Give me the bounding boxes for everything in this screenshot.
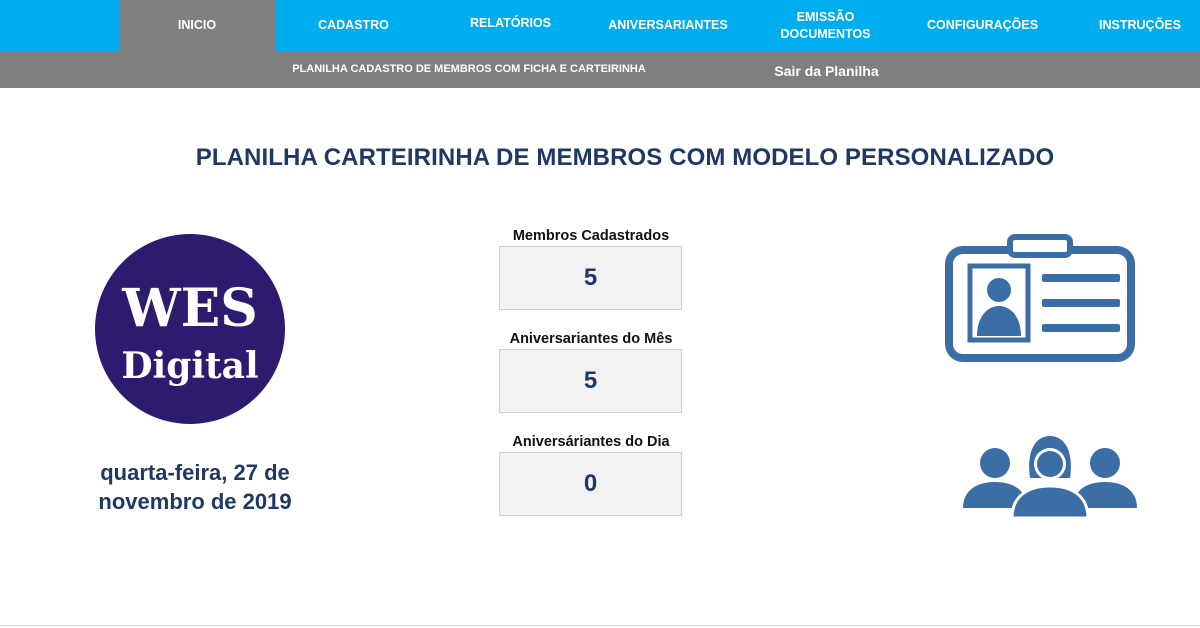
nav-configuracoes-label: CONFIGURAÇÕES: [926, 18, 1039, 32]
stat-birthdays-day-label: Aniversáriantes do Dia: [512, 434, 670, 450]
nav-emissao-documentos-label: EMISSÃO DOCUMENTOS: [780, 9, 871, 41]
nav-aniversariantes-label: ANIVERSARIANTES: [608, 18, 728, 32]
stat-birthdays-month-label: Aniversariantes do Mês: [509, 331, 673, 347]
nav-cadastro[interactable]: [275, 0, 432, 51]
current-date: quarta-feira, 27 de novembro de 2019: [98, 460, 292, 514]
bottom-divider: [0, 625, 1200, 626]
nav-configuracoes[interactable]: [904, 0, 1061, 51]
id-card-icon: [944, 232, 1136, 364]
top-navigation: [0, 0, 1200, 51]
nav-inicio-label: INICIO: [177, 18, 217, 32]
people-group-icon: [960, 430, 1140, 520]
stat-members-registered-value: 5: [499, 246, 682, 310]
nav-inicio[interactable]: [119, 0, 275, 51]
spreadsheet-subtitle: PLANILHA CADASTRO DE MEMBROS COM FICHA E CARTEIRINHA: [292, 63, 646, 75]
nav-emissao-documentos[interactable]: [747, 0, 904, 51]
nav-relatorios-label: RELATÓRIOS: [469, 16, 552, 30]
stat-birthdays-day-value: 0: [499, 452, 682, 516]
nav-instrucoes[interactable]: [1061, 0, 1200, 51]
nav-instrucoes-label: INSTRUÇÕES: [1099, 18, 1181, 32]
nav-cadastro-label: CADASTRO: [318, 18, 389, 32]
wes-digital-logo: [95, 234, 285, 424]
logo-text-digital: Digital: [121, 345, 259, 387]
stat-members-registered-label: Membros Cadastrados: [512, 228, 670, 244]
nav-aniversariantes[interactable]: [589, 0, 747, 51]
nav-relatorios[interactable]: [432, 0, 589, 51]
stat-birthdays-month-value: 5: [499, 349, 682, 413]
sub-header-bar: [0, 51, 1200, 88]
exit-spreadsheet-button[interactable]: Sair da Planilha: [774, 63, 879, 79]
page-title: PLANILHA CARTEIRINHA DE MEMBROS COM MODELO PERSONALIZADO: [195, 144, 1055, 171]
logo-text-wes: WES: [122, 278, 258, 339]
